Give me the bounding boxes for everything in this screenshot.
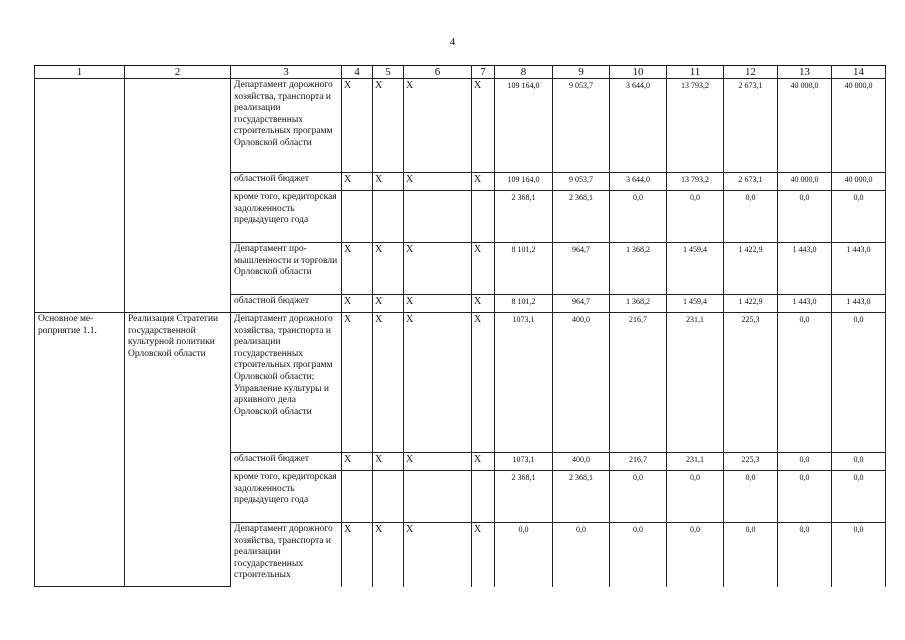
column-header: 5 [373, 66, 404, 79]
value-cell: 1 459,4 [667, 243, 724, 295]
value-cell: 0,0 [667, 523, 724, 587]
value-cell: 2 368,1 [495, 471, 553, 523]
value-cell: 0,0 [495, 523, 553, 587]
code-cell: X [472, 313, 495, 453]
value-cell: 0,0 [832, 191, 886, 243]
code-cell: X [342, 523, 373, 587]
value-cell: 1 459,4 [667, 295, 724, 313]
value-cell: 0,0 [778, 313, 832, 453]
code-cell: X [404, 453, 472, 471]
value-cell: 1073,1 [495, 313, 553, 453]
value-cell: 3 644,0 [610, 173, 667, 191]
executor-cell: Департамент дорожного хозяйства, транспорта и реализации государственных строительных программ Орловской области; Управление культуры и архивного дела Орловской области [231, 313, 342, 453]
executor-cell: областной бюджет [231, 453, 342, 471]
value-cell: 8 101,2 [495, 295, 553, 313]
code-cell: X [342, 243, 373, 295]
code-cell: X [342, 295, 373, 313]
code-cell [342, 191, 373, 243]
executor-cell: областной бюджет [231, 173, 342, 191]
code-cell: X [404, 243, 472, 295]
code-cell: X [472, 79, 495, 173]
code-cell: X [373, 523, 404, 587]
value-cell: 0,0 [778, 523, 832, 587]
column-header: 12 [724, 66, 778, 79]
code-cell: X [373, 295, 404, 313]
value-cell: 2 368,1 [495, 191, 553, 243]
value-cell: 109 164,0 [495, 79, 553, 173]
code-cell: X [373, 243, 404, 295]
code-cell: X [472, 453, 495, 471]
executor-cell: Департамент дорожного хозяйства, транспорта и реализации государственных строительных [231, 523, 342, 587]
column-header: 1 [35, 66, 125, 79]
code-cell: X [404, 523, 472, 587]
value-cell: 0,0 [778, 453, 832, 471]
value-cell: 109 164,0 [495, 173, 553, 191]
value-cell: 0,0 [832, 313, 886, 453]
value-cell: 9 053,7 [553, 79, 610, 173]
column-header: 8 [495, 66, 553, 79]
value-cell: 1 422,9 [724, 243, 778, 295]
column-header: 9 [553, 66, 610, 79]
code-cell [373, 471, 404, 523]
value-cell: 40 000,0 [778, 79, 832, 173]
value-cell: 13 793,2 [667, 173, 724, 191]
budget-table [34, 65, 886, 587]
value-cell: 0,0 [832, 453, 886, 471]
executor-cell: Департамент промышленности и торговли Орловской области [231, 243, 342, 295]
value-cell: 9 053,7 [553, 173, 610, 191]
value-cell: 1 368,2 [610, 243, 667, 295]
value-cell: 225,3 [724, 313, 778, 453]
value-cell: 2 368,1 [553, 471, 610, 523]
code-cell: X [373, 313, 404, 453]
value-cell: 0,0 [832, 523, 886, 587]
value-cell: 1 443,0 [778, 243, 832, 295]
value-cell: 400,0 [553, 313, 610, 453]
value-cell: 1073,1 [495, 453, 553, 471]
executor-cell: Департамент дорожного хозяйства, транспорта и реализации государственных строительных программ Орловской области [231, 79, 342, 173]
value-cell: 1 443,0 [778, 295, 832, 313]
code-cell: X [404, 173, 472, 191]
code-cell: X [373, 79, 404, 173]
value-cell: 0,0 [724, 523, 778, 587]
measure-name-cell: Основное мероприятие 1.1. [35, 313, 125, 587]
value-cell: 225,3 [724, 453, 778, 471]
value-cell: 0,0 [667, 471, 724, 523]
value-cell: 0,0 [610, 523, 667, 587]
value-cell: 1 443,0 [832, 295, 886, 313]
value-cell: 0,0 [610, 191, 667, 243]
code-cell: X [404, 79, 472, 173]
value-cell: 40 000,0 [778, 173, 832, 191]
code-cell: X [472, 243, 495, 295]
value-cell: 0,0 [778, 471, 832, 523]
measure-description-cell [125, 79, 231, 313]
value-cell: 0,0 [832, 471, 886, 523]
value-cell: 40 000,0 [832, 79, 886, 173]
value-cell: 0,0 [724, 191, 778, 243]
column-header: 3 [231, 66, 342, 79]
code-cell: X [373, 173, 404, 191]
value-cell: 8 101,2 [495, 243, 553, 295]
code-cell: X [472, 173, 495, 191]
code-cell [404, 471, 472, 523]
code-cell: X [472, 295, 495, 313]
column-header: 7 [472, 66, 495, 79]
measure-description-cell: Реализация Стратегии государственной культурной политики Орловской области [125, 313, 231, 587]
value-cell: 2 368,1 [553, 191, 610, 243]
table-row [35, 313, 886, 453]
value-cell: 1 422,9 [724, 295, 778, 313]
value-cell: 231,1 [667, 453, 724, 471]
header-row [35, 66, 886, 79]
code-cell [472, 471, 495, 523]
code-cell: X [342, 173, 373, 191]
executor-cell: кроме того, кредиторская задолженность предыдущего года [231, 191, 342, 243]
code-cell: X [342, 313, 373, 453]
value-cell: 13 793,2 [667, 79, 724, 173]
value-cell: 231,1 [667, 313, 724, 453]
value-cell: 3 644,0 [610, 79, 667, 173]
column-header: 11 [667, 66, 724, 79]
code-cell: X [472, 523, 495, 587]
code-cell [342, 471, 373, 523]
page-number: 4 [449, 36, 456, 48]
value-cell: 964,7 [553, 295, 610, 313]
code-cell: X [342, 79, 373, 173]
code-cell: X [373, 453, 404, 471]
column-header: 4 [342, 66, 373, 79]
value-cell: 2 673,1 [724, 173, 778, 191]
value-cell: 216,7 [610, 313, 667, 453]
code-cell: X [404, 313, 472, 453]
value-cell: 0,0 [667, 191, 724, 243]
table-row [35, 79, 886, 173]
column-header: 2 [125, 66, 231, 79]
code-cell [373, 191, 404, 243]
value-cell: 2 673,1 [724, 79, 778, 173]
column-header: 13 [778, 66, 832, 79]
executor-cell: областной бюджет [231, 295, 342, 313]
code-cell [404, 191, 472, 243]
executor-cell: кроме того, кредиторская задолженность предыдущего года [231, 471, 342, 523]
column-header: 6 [404, 66, 472, 79]
value-cell: 1 368,2 [610, 295, 667, 313]
value-cell: 216,7 [610, 453, 667, 471]
code-cell: X [404, 295, 472, 313]
value-cell: 0,0 [553, 523, 610, 587]
value-cell: 400,0 [553, 453, 610, 471]
code-cell: X [342, 453, 373, 471]
value-cell: 40 000,0 [832, 173, 886, 191]
code-cell [472, 191, 495, 243]
column-header: 10 [610, 66, 667, 79]
column-header: 14 [832, 66, 886, 79]
value-cell: 0,0 [610, 471, 667, 523]
value-cell: 0,0 [724, 471, 778, 523]
measure-name-cell [35, 79, 125, 313]
value-cell: 0,0 [778, 191, 832, 243]
value-cell: 1 443,0 [832, 243, 886, 295]
value-cell: 964,7 [553, 243, 610, 295]
